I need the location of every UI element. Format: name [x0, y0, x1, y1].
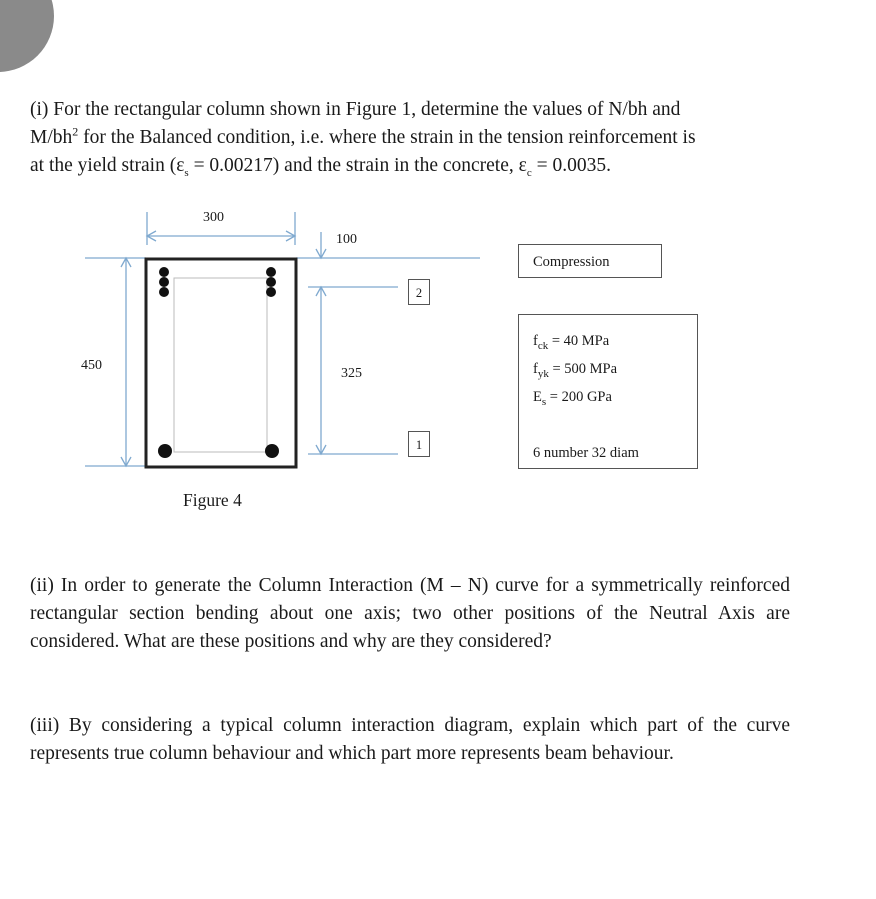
question-3 [30, 712, 790, 768]
question-1-line-1: (i) For the rectangular column shown in Figure 1, determine the values of N/bh and [30, 99, 681, 120]
bars-property: 6 number 32 diam [533, 445, 639, 461]
rebar-top-right-3 [266, 287, 276, 297]
question-2-text: (ii) In order to generate the Column Interaction (M – N) curve for a symmetrically reinforced rectangular section bending about one axis; two other positions of the Neutral Axis are considered. What are these positions and why are they considered? [30, 575, 790, 652]
layer-1-marker: 1 [408, 431, 430, 457]
rebar-top-left-2 [159, 277, 169, 287]
compression-label: Compression [518, 244, 662, 278]
question-1-line-3: at the yield strain $(\varepsilon_s = 0.00217)$ and the strain in the concrete, $\varepsilon_c = 0.0035$. [30, 155, 611, 179]
es-property: $E_s = 200$ GPa [533, 389, 612, 408]
width-label: 300 [203, 210, 224, 225]
layer-2-marker: 2 [408, 279, 430, 305]
height-label: 450 [81, 358, 102, 373]
question-1-line-2: $M/bh^2$ for the Balanced condition, i.e. where the strain in the tension reinforcement is [30, 124, 696, 148]
rebar-top-left-3 [159, 287, 169, 297]
rebar-top-right-2 [266, 277, 276, 287]
question-3-text: (iii) By considering a typical column interaction diagram, explain which part of the curve represents true column behaviour and which part more represents beam behaviour. [30, 715, 790, 764]
figure-caption: Figure 4 [183, 490, 242, 510]
fck-property: $f_{ck} = 40$ MPa [533, 333, 610, 352]
material-properties [518, 314, 698, 469]
lever-label: 325 [341, 366, 362, 381]
fyk-property: $f_{yk} = 500$ MPa [533, 361, 618, 380]
rebar-top-left-1 [159, 267, 169, 277]
cover-label: 100 [336, 232, 357, 247]
rebar-top-right-1 [266, 267, 276, 277]
rebar-bottom-left [158, 444, 172, 458]
question-2 [30, 572, 790, 656]
rebar-bottom-right [265, 444, 279, 458]
